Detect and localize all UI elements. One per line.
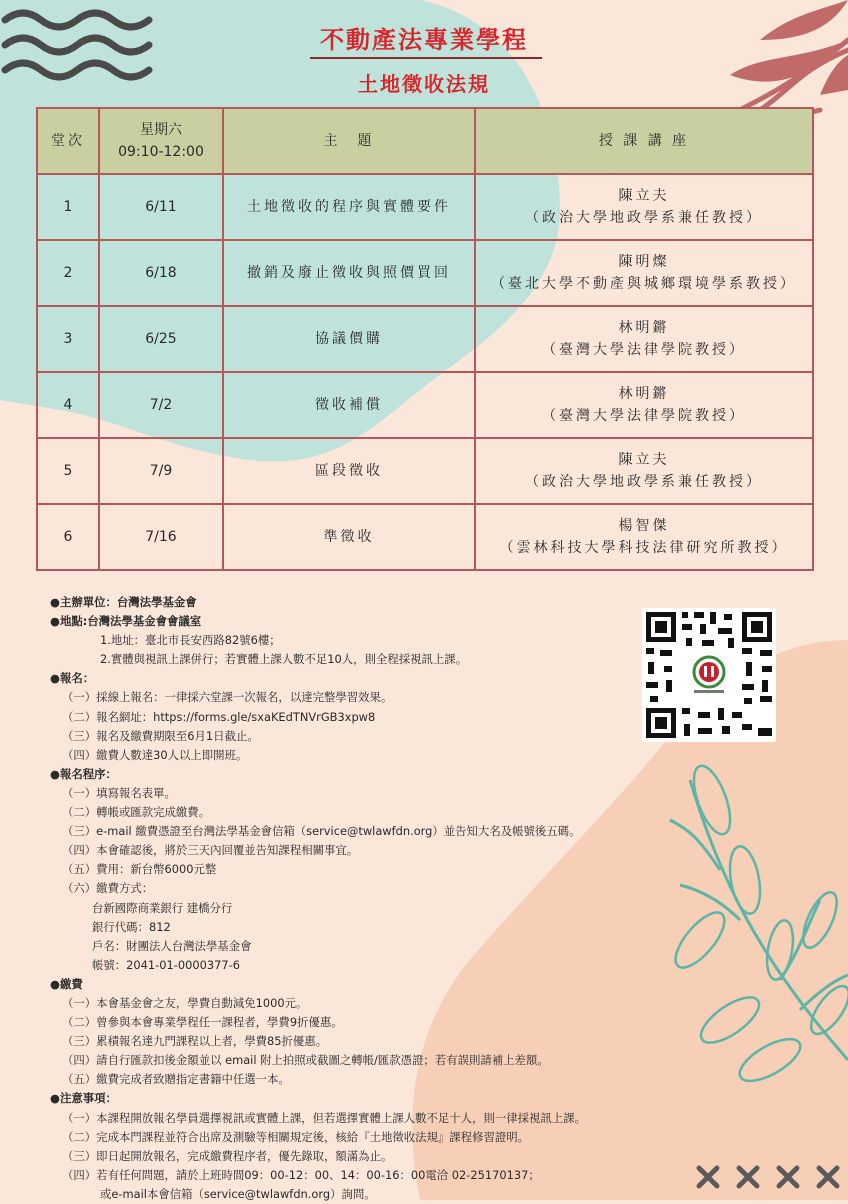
cell-lecturer — [475, 306, 813, 372]
registration-item: （三）報名及繳費期限至6月1日截止。 — [62, 728, 259, 743]
location-heading: ●地點:台灣法學基金會會議室 — [50, 614, 202, 629]
note-item: （一）本課程開放報名學員選擇視訊或實體上課，但若選擇實體上課人數不足十人，則一律採視訊上課。 — [62, 1110, 586, 1125]
bank-detail: 帳號：2041-01-0000377-6 — [92, 957, 240, 972]
header-topic: 主 題 — [223, 108, 475, 174]
table-header-row — [37, 108, 813, 174]
lecturer-name: 陳立夫 — [618, 452, 670, 468]
procedure-heading: ●報名程序： — [50, 766, 117, 781]
registration-item: （四）繳費人數達30人以上即開班。 — [62, 747, 248, 762]
fee-item: （一）本會基金會之友，學費自動減免1000元。 — [62, 995, 308, 1010]
registration-url[interactable]: （二）報名網址：https://forms.gle/sxaKEdTNVrGB3xpw8 — [62, 709, 376, 724]
page-title: 不動產法專業學程 — [320, 25, 528, 54]
lecturer-title: （臺北大學不動產與城鄉環境學系教授） — [491, 276, 797, 292]
table-row — [37, 174, 813, 240]
bank-detail: 戶名：財團法人台灣法學基金會 — [92, 938, 252, 953]
cell-lecturer — [475, 372, 813, 438]
procedure-item: （四）本會確認後，將於三天內回覆並告知課程相關事宜。 — [62, 843, 359, 858]
lecturer-title: （政治大學地政學系兼任教授） — [525, 210, 763, 226]
table-row — [37, 240, 813, 306]
lecturer-name: 楊智傑 — [618, 518, 670, 534]
cell-date: 7/9 — [99, 438, 223, 504]
procedure-item: （六）繳費方式： — [62, 881, 154, 896]
bank-detail: 銀行代碼：812 — [92, 919, 171, 934]
cell-session: 5 — [37, 438, 99, 504]
location-item: 2.實體與視訊上課併行；若實體上課人數不足10人，則全程採視訊上課。 — [100, 652, 468, 667]
x-marks-icon — [694, 1163, 844, 1193]
cell-lecturer — [475, 174, 813, 240]
page-subtitle: 土地徵收法規 — [358, 72, 490, 96]
cell-date: 7/2 — [99, 372, 223, 438]
header-day-time — [99, 108, 223, 174]
cell-session: 3 — [37, 306, 99, 372]
cell-topic: 土地徵收的程序與實體要件 — [223, 174, 475, 240]
header-day: 星期六 — [140, 122, 182, 138]
cell-topic: 區段徵收 — [223, 438, 475, 504]
lecturer-title: （政治大學地政學系兼任教授） — [525, 474, 763, 490]
procedure-item: （五）費用：新台幣6000元整 — [62, 862, 217, 877]
cell-date: 6/25 — [99, 306, 223, 372]
procedure-item: （二）轉帳或匯款完成繳費。 — [62, 805, 211, 820]
note-item: （三）即日起開放報名，完成繳費程序者，優先錄取，額滿為止。 — [62, 1148, 393, 1163]
lecturer-title: （雲林科技大學科技法律研究所教授） — [499, 540, 789, 556]
cell-lecturer — [475, 504, 813, 570]
registration-heading: ●報名： — [50, 671, 95, 686]
lecturer-name: 林明鏘 — [618, 386, 670, 402]
procedure-item: （一）填寫報名表單。 — [62, 785, 176, 800]
fee-item: （五）繳費完成者致贈指定書籍中任選一本。 — [62, 1072, 290, 1087]
fee-item: （三）累積報名達九門課程以上者，學費85折優惠。 — [62, 1034, 328, 1049]
cell-date: 6/18 — [99, 240, 223, 306]
cell-topic: 協議價購 — [223, 306, 475, 372]
cell-topic: 準徵收 — [223, 504, 475, 570]
fee-heading: ●繳費 — [50, 976, 83, 991]
cell-date: 6/11 — [99, 174, 223, 240]
registration-item: （一）採線上報名：一律採六堂課一次報名，以達完整學習效果。 — [62, 690, 393, 705]
title-divider — [310, 57, 542, 59]
cell-topic: 徵收補償 — [223, 372, 475, 438]
qr-code-icon[interactable] — [642, 608, 776, 742]
lecturer-name: 陳立夫 — [618, 188, 670, 204]
cell-session: 2 — [37, 240, 99, 306]
cell-session: 4 — [37, 372, 99, 438]
cell-topic: 撤銷及廢止徵收與照價買回 — [223, 240, 475, 306]
fee-item: （四）請自行匯款扣後金額並以 email 附上拍照或截圖之轉帳/匯款憑證；若有誤則請補上差額。 — [62, 1053, 549, 1068]
cell-lecturer — [475, 438, 813, 504]
header-session: 堂次 — [37, 108, 99, 174]
header-time: 09:10-12:00 — [118, 144, 204, 160]
fee-item: （二）曾參與本會專業學程任一課程者，學費9折優惠。 — [62, 1015, 343, 1030]
cell-lecturer — [475, 240, 813, 306]
lecturer-title: （臺灣大學法律學院教授） — [542, 342, 746, 358]
lecturer-name: 林明鏘 — [618, 320, 670, 336]
table-row — [37, 438, 813, 504]
note-item: （二）完成本門課程並符合出席及測驗等相關規定後，核給『土地徵收法規』課程修習證明。 — [62, 1129, 530, 1144]
lecturer-name: 陳明燦 — [618, 254, 670, 270]
procedure-item: （三）e-mail 繳費憑證至台灣法學基金會信箱（service@twlawfdn.org）並告知大名及帳號後五碼。 — [62, 824, 581, 839]
organizer-line: ●主辦單位：台灣法學基金會 — [50, 595, 197, 609]
cell-session: 6 — [37, 504, 99, 570]
location-item: 1.地址：臺北市長安西路82號6樓； — [100, 633, 281, 648]
bank-detail: 台新國際商業銀行 建橋分行 — [92, 900, 233, 915]
header-lecturer: 授 課 講 座 — [475, 108, 813, 174]
notes-heading: ●注意事項： — [50, 1091, 117, 1106]
cell-session: 1 — [37, 174, 99, 240]
schedule-table — [36, 107, 814, 571]
lecturer-title: （臺灣大學法律學院教授） — [542, 408, 746, 424]
cell-date: 7/16 — [99, 504, 223, 570]
table-row — [37, 504, 813, 570]
note-item: 或e-mail本會信箱（service@twlawfdn.org）詢問。 — [100, 1186, 376, 1201]
note-item: （四）若有任何問題，請於上班時間09：00-12：00、14：00-16：00電洽 02-25170137； — [62, 1167, 540, 1182]
table-row — [37, 372, 813, 438]
table-row — [37, 306, 813, 372]
